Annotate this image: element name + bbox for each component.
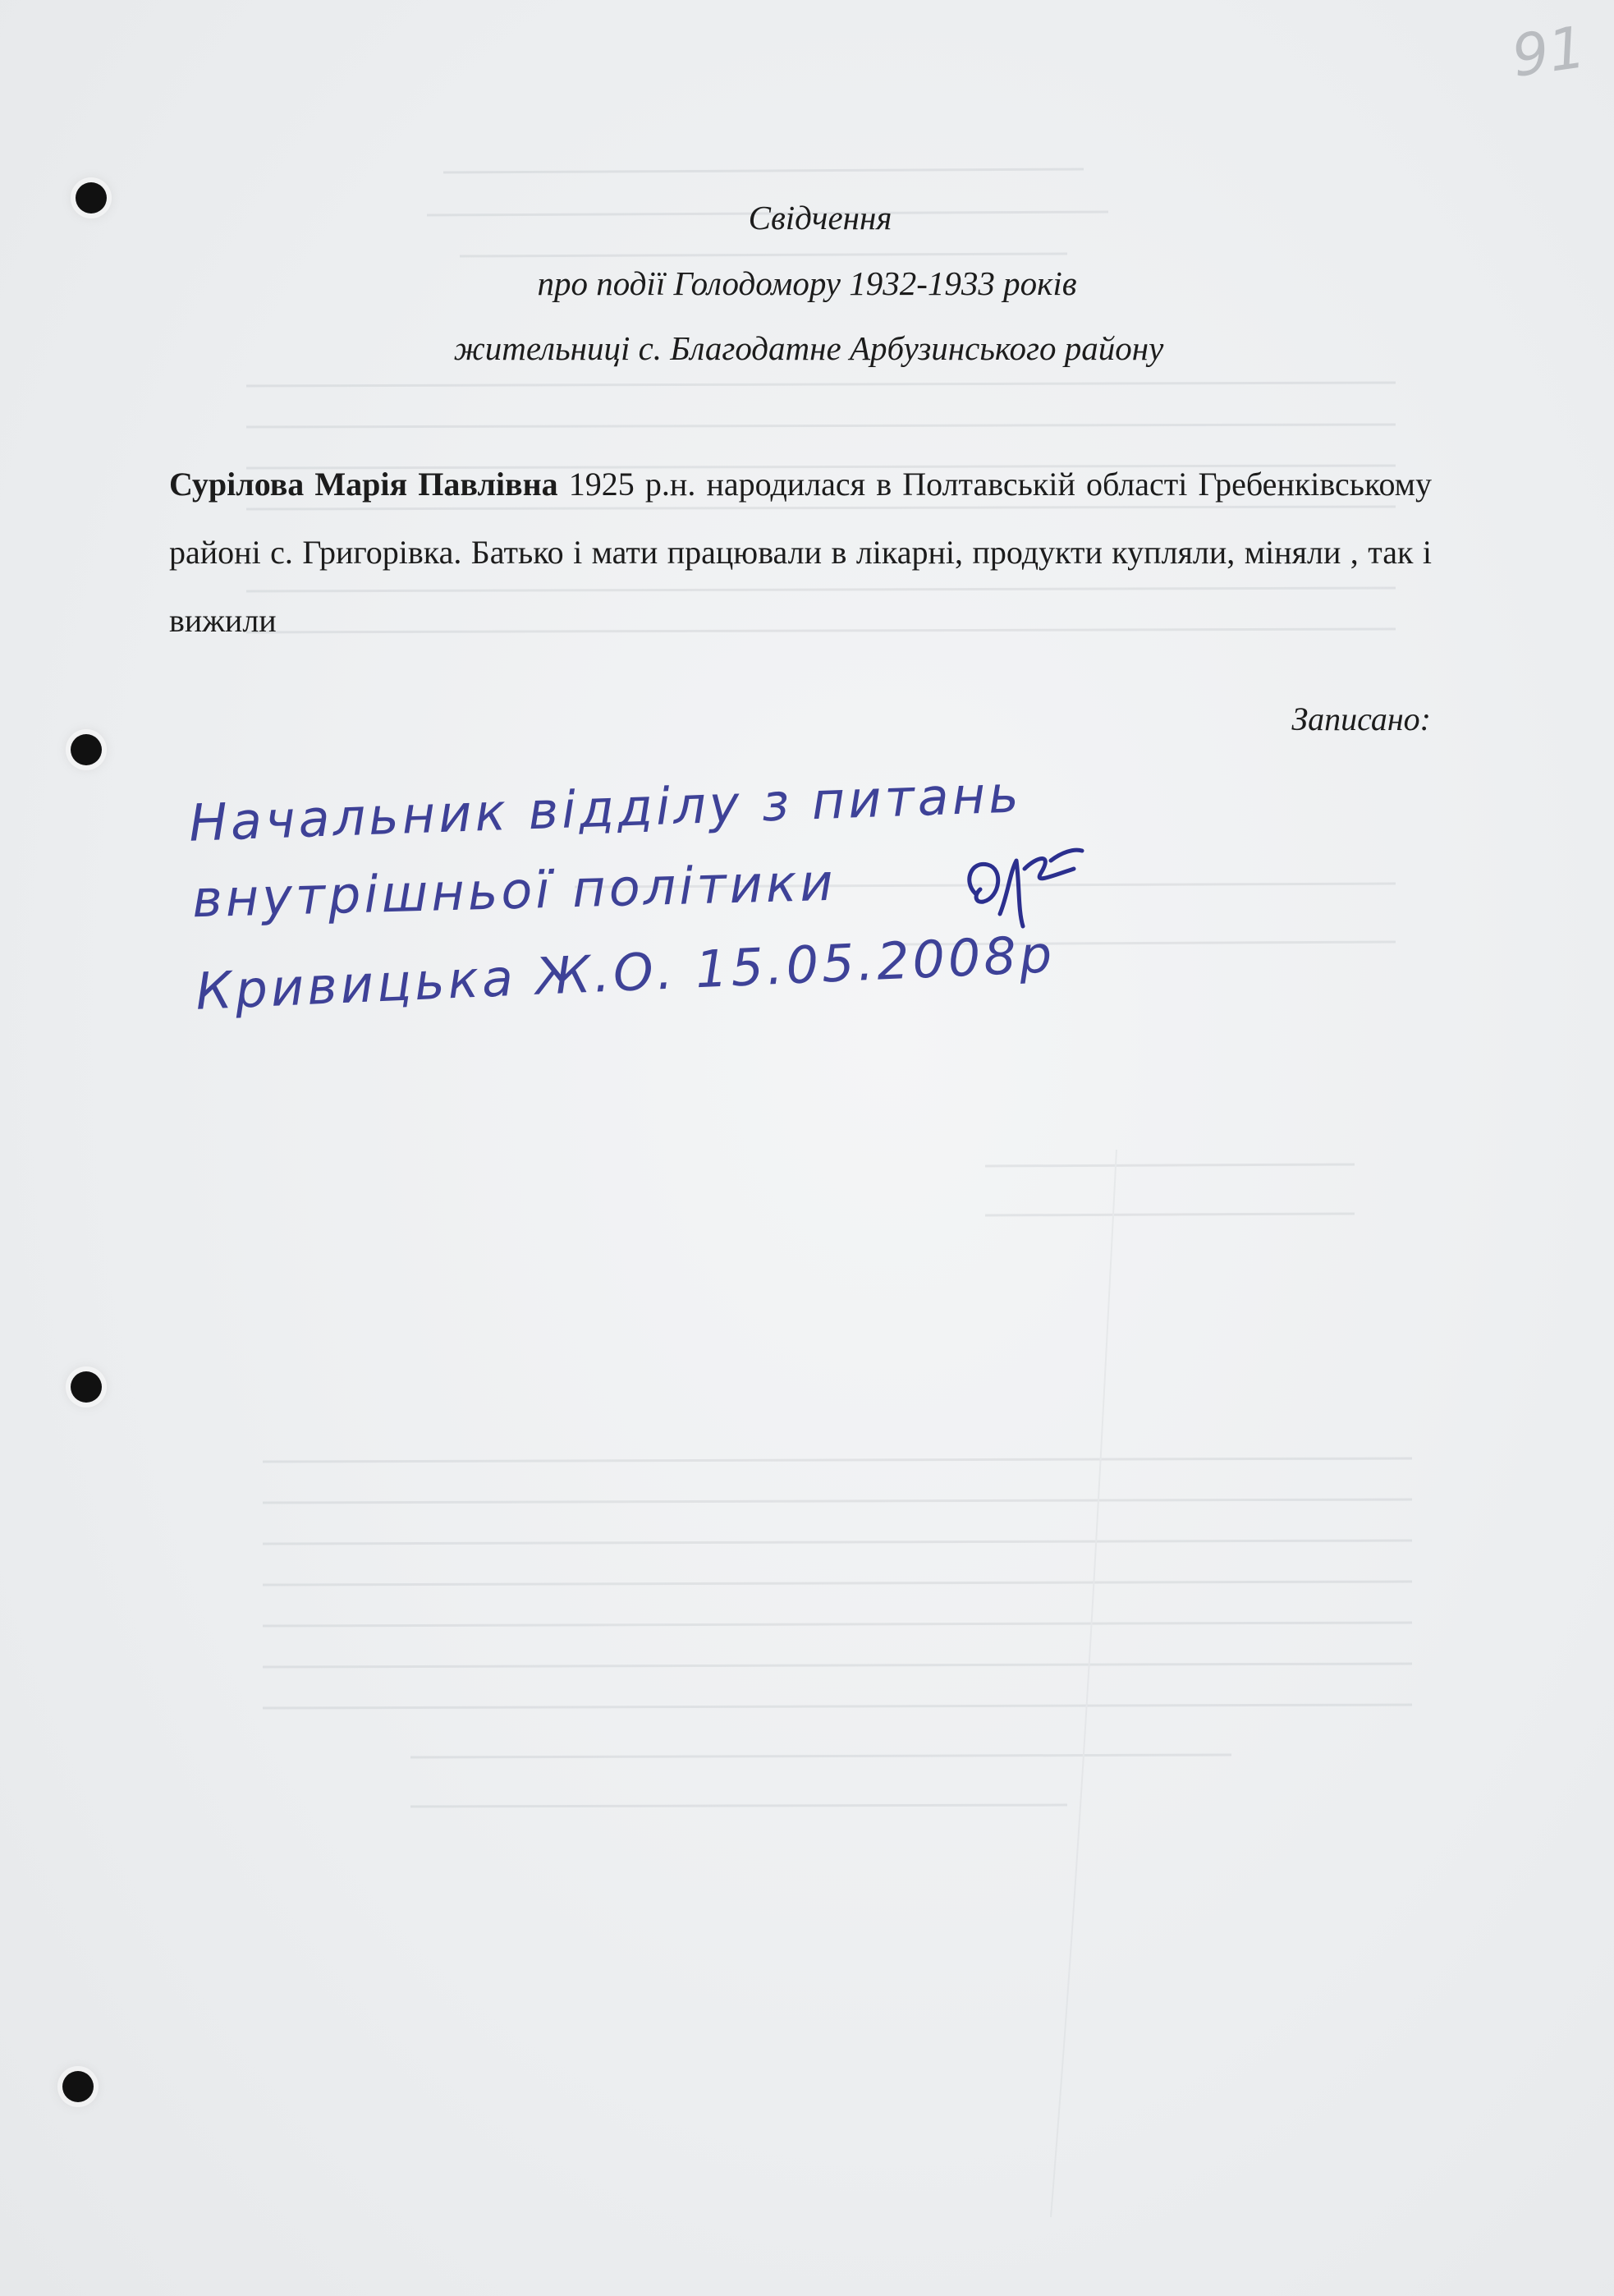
punch-hole	[71, 1371, 102, 1403]
testimony-text: 1925 р.н. народилася в Полтавській області Гребенківському районі с. Григорівка. Батько і мати працювали в лікарні, продукти купляли, міняли , так і вижили	[169, 466, 1432, 639]
document-subtitle-location: жительниці с. Благодатне Арбузинського району	[453, 329, 1164, 367]
document-title: Свідчення	[748, 199, 892, 236]
punch-hole	[71, 734, 102, 765]
recorded-label: Записано:	[1291, 700, 1431, 737]
signature	[959, 836, 1090, 943]
handwritten-line: Кривицька Ж.О. 15.05.2008р	[194, 924, 1057, 1022]
witness-name: Сурілова Марія Павлівна	[169, 466, 558, 503]
handwritten-line: Начальник відділу з питань	[188, 764, 1023, 853]
archive-page-number: 91	[1507, 13, 1590, 90]
handwritten-line: внутрішньої політики	[191, 852, 837, 930]
testimony-paragraph	[169, 450, 1432, 654]
punch-hole	[62, 2071, 94, 2102]
document-subtitle: про події Голодомору 1932-1933 років	[537, 264, 1077, 302]
